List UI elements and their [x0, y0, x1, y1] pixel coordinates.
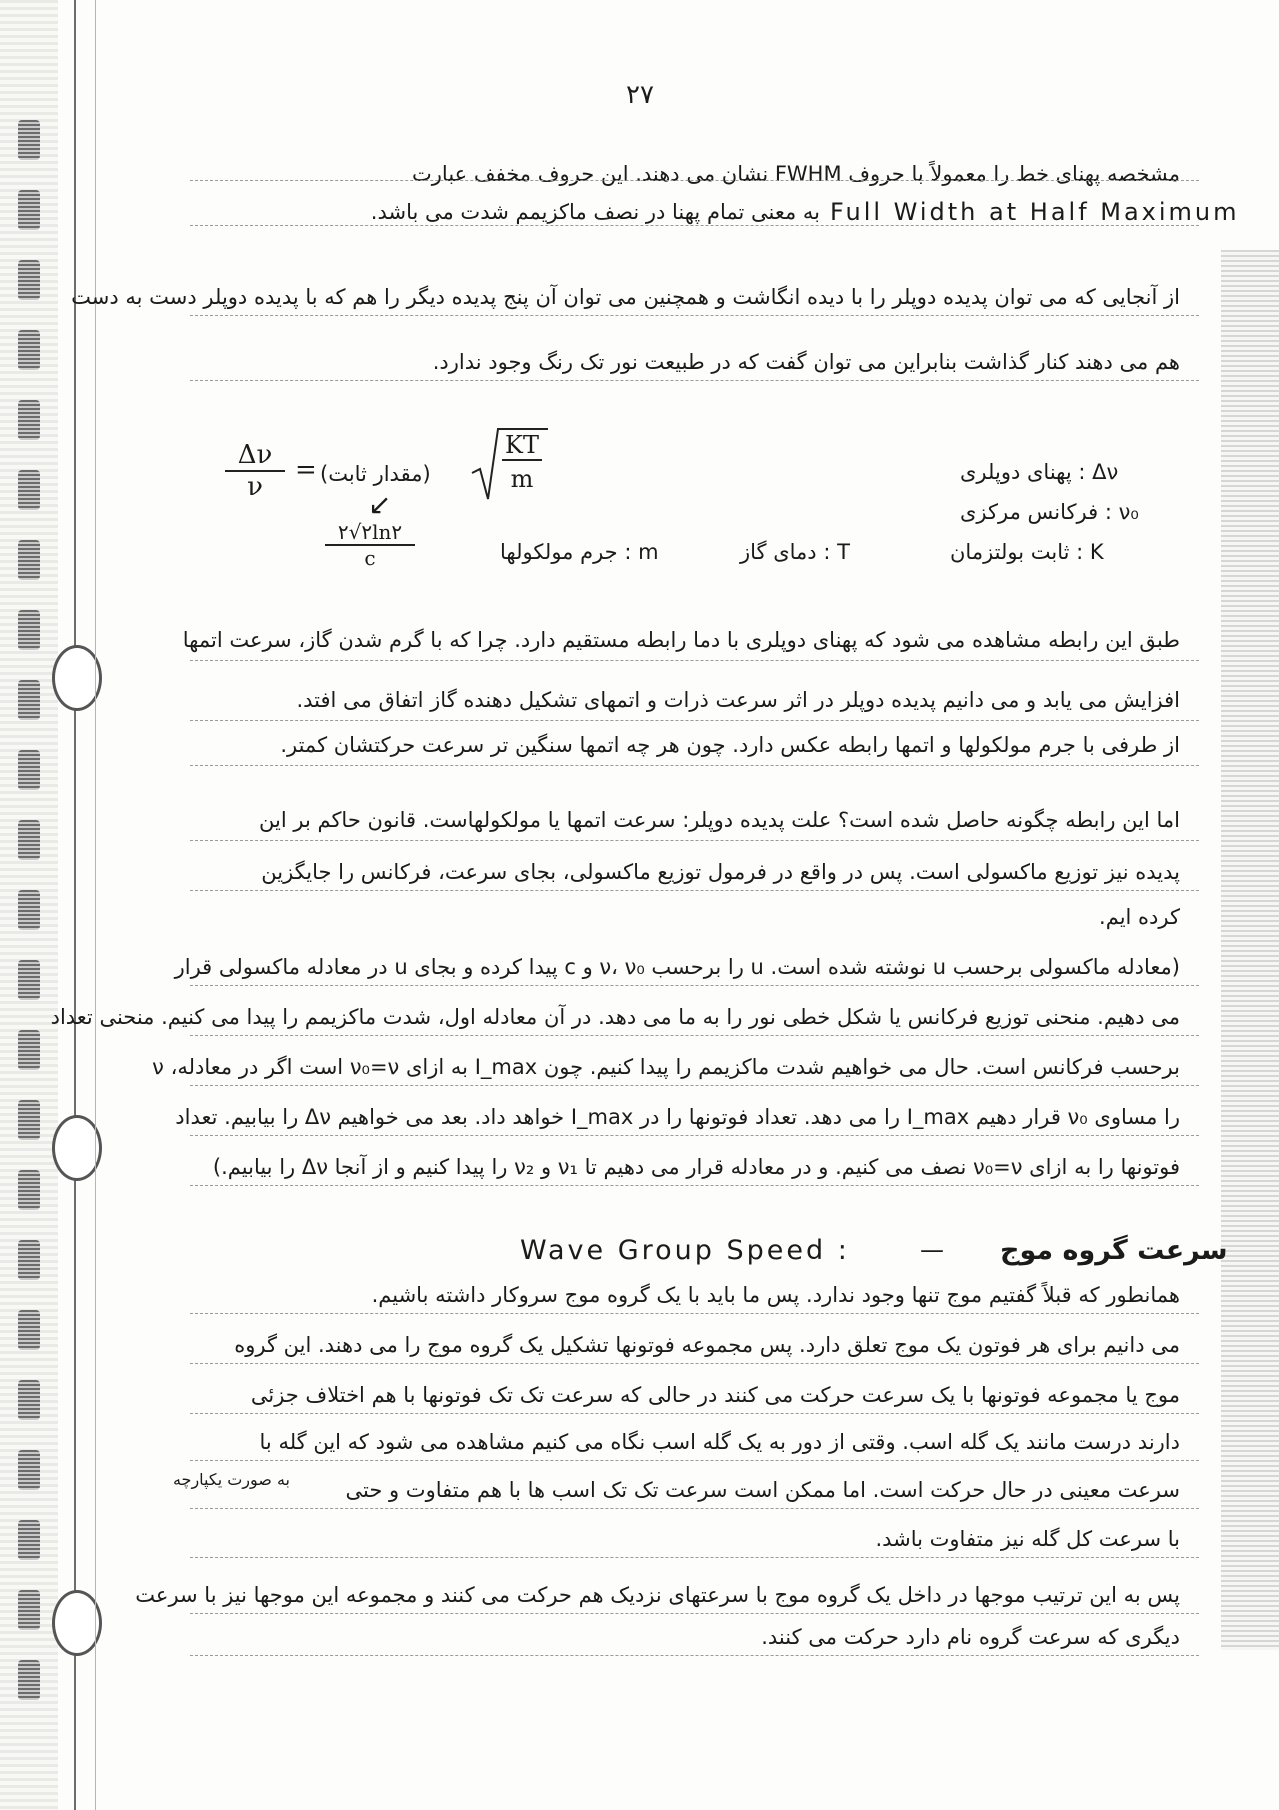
definition-delta-nu: Δν : پهنای دوپلری	[960, 460, 1119, 484]
constant-value	[325, 520, 415, 570]
definition-t: T : دمای گاز	[740, 540, 850, 564]
derivation-line-4: (معادله ماکسولی برحسب u نوشته شده است. u را برحسب ν، ν₀ و c پیدا کرده و بجای u در معادله ماکسولی قرار	[174, 955, 1180, 979]
derivation-line-8: فوتونها را به ازای ν₀=ν نصف می کنیم. و در معادله قرار می دهیم تا ν₁ و ν₂ را پیدا کنیم و از آنجا Δν را بیابیم.)	[212, 1155, 1180, 1179]
derivation-line-6: برحسب فرکانس است. حال می خواهیم شدت ماکزیمم را پیدا کنیم. چون I_max به ازای ν₀=ν است اگر در معادله، ν	[152, 1055, 1180, 1079]
page-number: ۲۷	[626, 80, 654, 110]
group-line-6: با سرعت کل گله نیز متفاوت باشد.	[875, 1527, 1180, 1551]
group-line-1: همانطور که قبلاً گفتیم موج تنها وجود ندارد. پس ما باید با یک گروه موج سروکار داشته باشیم.	[371, 1283, 1180, 1307]
scan-edge-right	[1221, 250, 1279, 1650]
relation-line-1: طبق این رابطه مشاهده می شود که پهنای دوپلری با دما رابطه مستقیم دارد. چرا که با گرم شدن گاز، سرعت اتمها	[182, 628, 1180, 652]
group-speed-heading-dash: —	[920, 1236, 947, 1264]
group-line-8: دیگری که سرعت گروه نام دارد حرکت می کنند.	[761, 1625, 1180, 1649]
uncertainty-line-1: از آنجایی که می توان پدیده دوپلر را با دیده انگاشت و همچنین می توان آن پنج پدیده دیگر را هم که با پدیده دوپلر دست به دست	[71, 285, 1180, 309]
derivation-line-1: اما این رابطه چگونه حاصل شده است؟ علت پدیده دوپلر: سرعت اتمها یا مولکولهاست. قانون حاکم بر این	[259, 808, 1180, 832]
relation-line-2: افزایش می یابد و می دانیم پدیده دوپلر در اثر سرعت ذرات و اتمهای تشکیل دهنده گاز اتفاق می افتد.	[296, 688, 1180, 712]
definition-nu0: ν₀ : فرکانس مرکزی	[960, 500, 1139, 524]
group-margin-note: به صورت یکپارچه	[172, 1470, 290, 1489]
group-line-4: دارند درست مانند یک گله اسب. وقتی از دور به یک گله اسب نگاه می کنیم مشاهده می شود که این گله با	[259, 1430, 1180, 1454]
punch-holes	[12, 120, 48, 1700]
binding-line	[74, 0, 76, 1810]
group-speed-heading-fa: سرعت گروه موج	[1000, 1235, 1228, 1266]
definition-m: m : جرم مولکولها	[500, 540, 659, 564]
definition-k: K : ثابت بولتزمان	[950, 540, 1104, 564]
group-line-5: سرعت معینی در حال حرکت است. اما ممکن است سرعت تک تک اسب ها با هم متفاوت و حتی	[345, 1478, 1180, 1502]
fwhm-latin: Full Width at Half Maximum	[830, 198, 1240, 226]
formula-lhs-denominator: ν	[247, 472, 263, 502]
relation-line-3: از طرفی با جرم مولکولها و اتمها رابطه عکس دارد. چون هر چه اتمها سنگین تر سرعت حرکتشان کمتر.	[280, 733, 1180, 757]
constant-value-numerator: ۲√۲ln۲	[325, 520, 415, 546]
derivation-line-7: را مساوی ν₀ قرار دهیم I_max را می دهد. تعداد فوتونها را در I_max خواهد داد. بعد می خواهیم Δν را بیابیم. تعداد	[175, 1105, 1180, 1129]
group-line-2: می دانیم برای هر فوتون یک موج تعلق دارد. پس مجموعه فوتونها تشکیل یک گروه موج را می دهند. این گروه	[234, 1333, 1180, 1357]
group-speed-heading-en: Wave Group Speed :	[520, 1235, 850, 1266]
margin-line	[95, 0, 96, 1810]
group-line-3: موج یا مجموعه فوتونها با یک سرعت حرکت می کنند در حالی که سرعت تک تک فوتونها با هم اختلاف جزئی	[250, 1383, 1180, 1407]
group-line-7: پس به این ترتیب موجها در داخل یک گروه موج با سرعتهای نزدیک هم حرکت می کنند و مجموعه این موجها نیز با سرعت	[135, 1583, 1180, 1607]
sqrt-denominator: m	[510, 465, 534, 493]
formula-constant: (مقدار ثابت)	[320, 462, 431, 486]
formula-sqrt	[470, 425, 550, 505]
fwhm-line-2: به معنی تمام پهنا در نصف ماکزیمم شدت می باشد.	[370, 200, 820, 224]
derivation-line-5: می دهیم. منحنی توزیع فرکانس یا شکل خطی نور را به ما می دهد. در آن معادله اول، شدت ماکزیمم را پیدا می کنیم. منحنی تعداد	[50, 1005, 1180, 1029]
sqrt-numerator: KT	[502, 431, 542, 461]
formula-lhs-numerator: Δν	[225, 440, 285, 472]
formula-lhs	[225, 440, 285, 502]
fwhm-line-1: مشخصه پهنای خط را معمولاً با حروف FWHM نشان می دهند. این حروف مخفف عبارت	[412, 162, 1180, 186]
derivation-line-2: پدیده نیز توزیع ماکسولی است. پس در واقع در فرمول توزیع ماکسولی، بجای سرعت، فرکانس را جایگزین	[261, 860, 1180, 884]
constant-value-denominator: c	[364, 546, 376, 570]
formula-equals: =	[295, 455, 317, 485]
arrow-icon: ↙	[368, 488, 392, 521]
derivation-line-3: کرده ایم.	[1099, 905, 1180, 929]
uncertainty-line-2: هم می دهند کنار گذاشت بنابراین می توان گفت که در طبیعت نور تک رنگ وجود ندارد.	[432, 350, 1180, 374]
